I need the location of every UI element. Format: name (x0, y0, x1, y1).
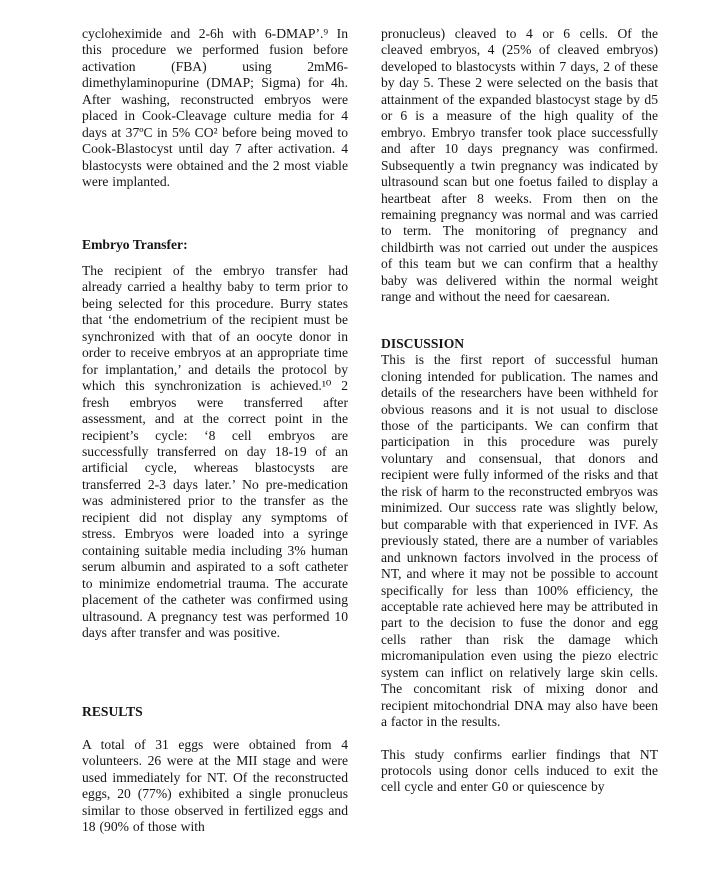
section-heading-embryo-transfer: Embryo Transfer: (82, 236, 188, 252)
paragraph-results: A total of 31 eggs were obtained from 4 volunteers. 26 were at the MII stage and were used immediately for NT. Of the reconstructed eggs, 20 (77%) exhibited a single pronucleus similar to those observed in fertilized eggs and 18 (90% of those with (82, 736, 348, 835)
section-heading-results: RESULTS (82, 704, 143, 720)
paragraph-discussion: This is the first report of successful human cloning intended for publication. The names and details of the researchers have been withheld for obvious reasons and it is not usual to disclose those of the participants. We can confirm that participation in this procedure was purely voluntary and consensual, that donors and recipient were fully informed of the risks and that the risk of harm to the reconstructed embryos was minimized. Our success rate was slightly below, but comparable with that experienced in IVF. As previously stated, there are a number of variables and unknown factors involved in the process of NT, and where it may not be possible to account specifically for less than 100% efficiency, the acceptable rate achieved here may be attributed in part to the decision to fuse the donor and egg cells rather than risk the damage which micromanipulation even using the piezo electric system can inflict on relatively large skin cells. The concomitant risk of mixing donor and recipient mitochondrial DNA may also have been a factor in the results. (381, 352, 658, 730)
section-heading-discussion: DISCUSSION (381, 335, 465, 351)
paragraph-results-continuation: pronucleus) cleaved to 4 or 6 cells. Of the cleaved embryos, 4 (25% of cleaved embryos) developed to blastocysts within 7 days, 2 of these by day 5. These 2 were selected on the basis that attainment of the expanded blastocyst stage by d5 or 6 is a measure of the high quality of the embryo. Embryo transfer took place successfully and after 10 days pregnancy was confirmed. Subsequently a twin pregnancy was indicated by ultrasound scan but one foetus failed to display a heartbeat after 8 weeks. From then on the remaining pregnancy was normal and was carried to term. The monitoring of pregnancy and childbirth was not carried out under the auspices of this team but we can confirm that a healthy baby was delivered within the normal weight range and without the need for caesarean. (381, 26, 658, 305)
paragraph-discussion-2: This study confirms earlier findings that NT protocols using donor cells induced to exit the cell cycle and enter G0 or quiescence by (381, 746, 658, 795)
right-column (381, 26, 658, 836)
paragraph-methods-continuation: cycloheximide and 2-6h with 6-DMAP’.⁹ In this procedure we performed fusion before activation (FBA) using 2mM6-dimethylaminopurine (DMAP; Sigma) for 4h. After washing, reconstructed embryos were placed in Cook-Cleavage culture media for 4 days at 37ºC in 5% CO² before being moved to Cook-Blastocyst until day 7 after activation. 4 blastocysts were obtained and the 2 most viable were implanted. (82, 26, 348, 190)
paragraph-embryo-transfer: The recipient of the embryo transfer had already carried a healthy baby to term prior to being selected for this procedure. Burry states that ‘the endometrium of the recipient must be synchronized with that of an oocyte donor in order to receive embryos at an appropriate time for implantation,’ and details the protocol by which this synchronization is achieved.¹⁰ 2 fresh embryos were transferred after assessment, and at the correct point in the recipient’s cycle: ‘8 cell embryos are successfully transferred on day 18-19 of an artificial cycle, whereas blastocysts are transferred 2-3 days later.’ No pre-medication was administered prior to the transfer as the recipient did not display any symptoms of stress. Embryos were loaded into a syringe containing suitable media including 3% human serum albumin and aspirated to a soft catheter to minimize endometrial trauma. The accurate placement of the catheter was confirmed using ultrasound. A pregnancy test was performed 10 days after transfer and was positive. (82, 262, 348, 640)
left-column (82, 26, 348, 836)
